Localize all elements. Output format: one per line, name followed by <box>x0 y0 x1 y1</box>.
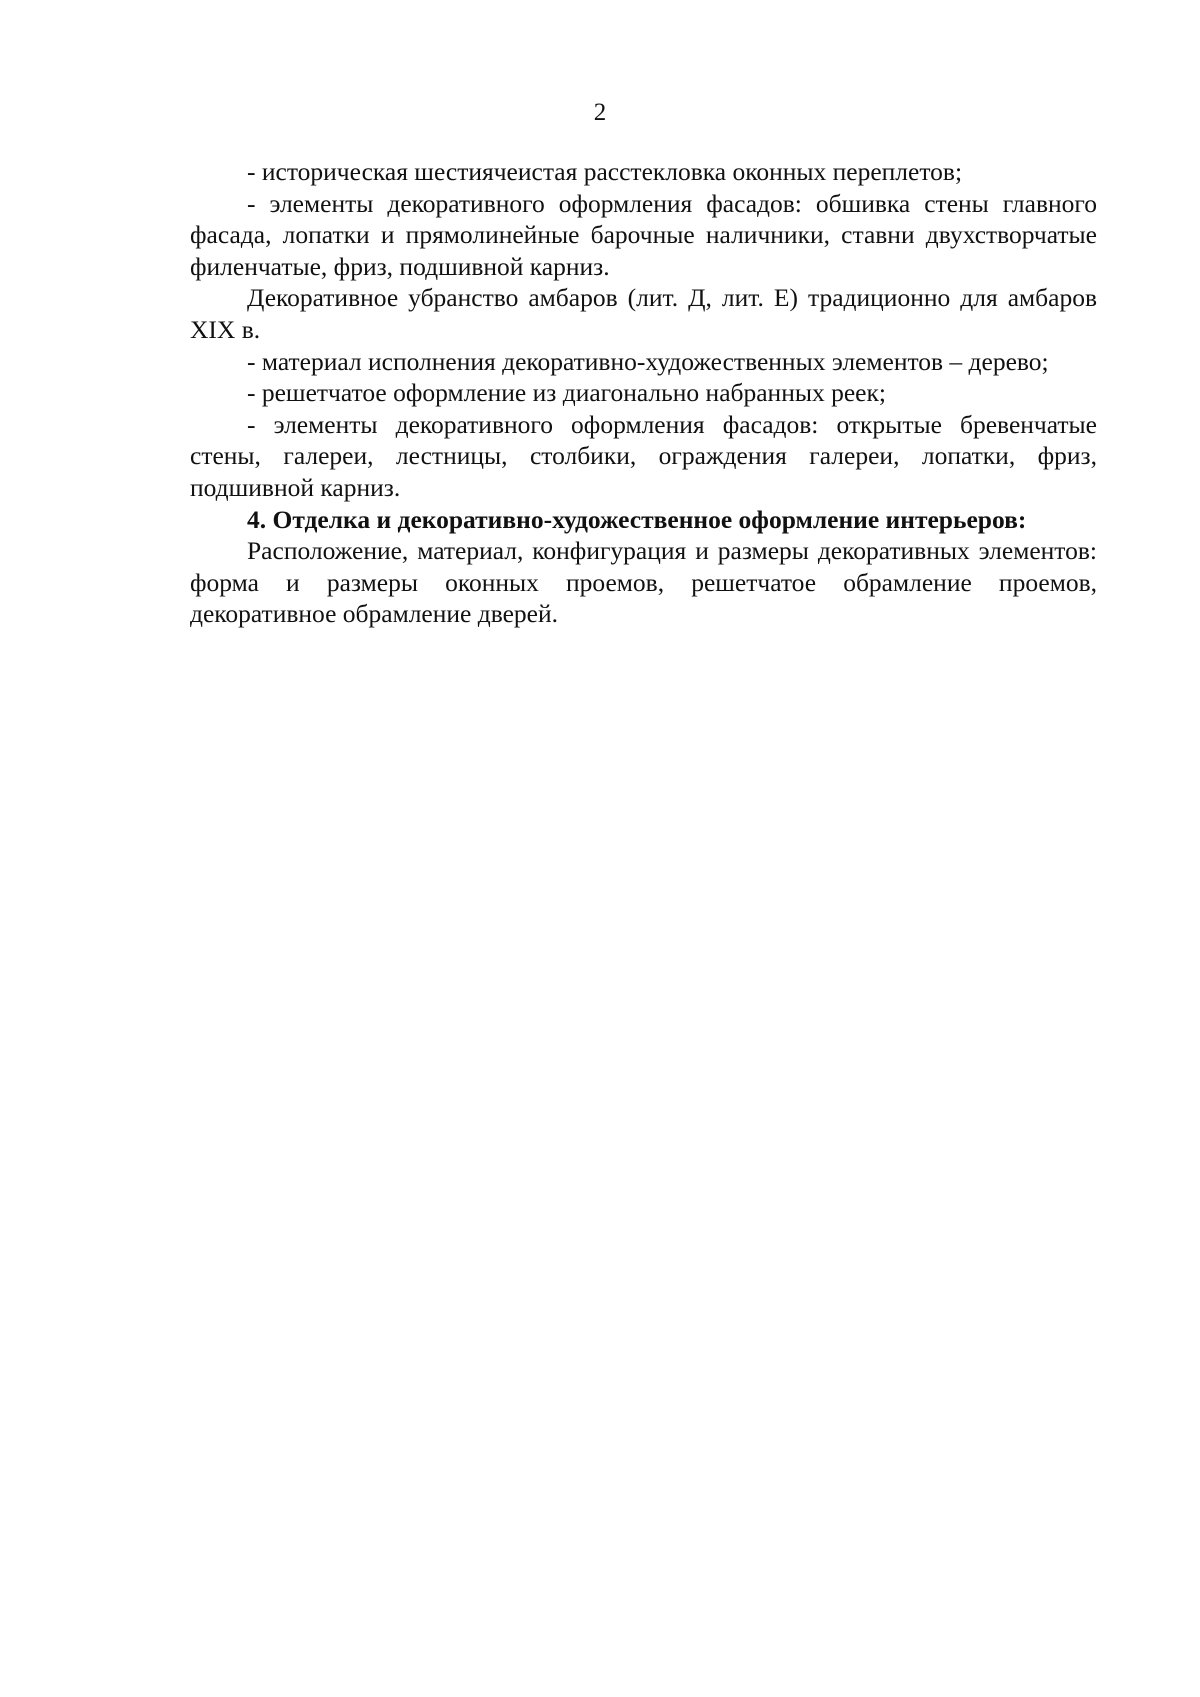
section-heading-interiors: 4. Отделка и декоративно-художественное оформление интерьеров: <box>247 504 1027 534</box>
paragraph-barn-decoration: Декоративное убранство амбаров (лит. Д, лит. Е) традиционно для амбаров XIX в. <box>190 283 1097 344</box>
paragraph-lattice: - решетчатое оформление из диагонально набранных реек; <box>247 378 886 408</box>
paragraph-barn-facade-elements: - элементы декоративного оформления фасадов: открытые бревенчатые стены, галереи, лестницы, столбики, ограждения галереи, лопатки, фриз, подшивной карниз. <box>190 409 1097 502</box>
paragraph-facade-decoration: - элементы декоративного оформления фасадов: обшивка стены главного фасада, лопатки и прямолинейные барочные наличники, ставни двухстворчатые филенчатые, фриз, подшивной карниз. <box>190 188 1097 281</box>
paragraph-window-glazing: - историческая шестиячеистая расстекловка оконных переплетов; <box>247 157 963 186</box>
page-body <box>190 156 1097 630</box>
page-number: 2 <box>593 99 607 126</box>
paragraph-material: - материал исполнения декоративно-художественных элементов – дерево; <box>247 346 1049 376</box>
paragraph-interior-elements: Расположение, материал, конфигурация и размеры декоративных элементов: форма и размеры оконных проемов, решетчатое обрамление проемов, декоративное обрамление дверей. <box>190 536 1097 629</box>
